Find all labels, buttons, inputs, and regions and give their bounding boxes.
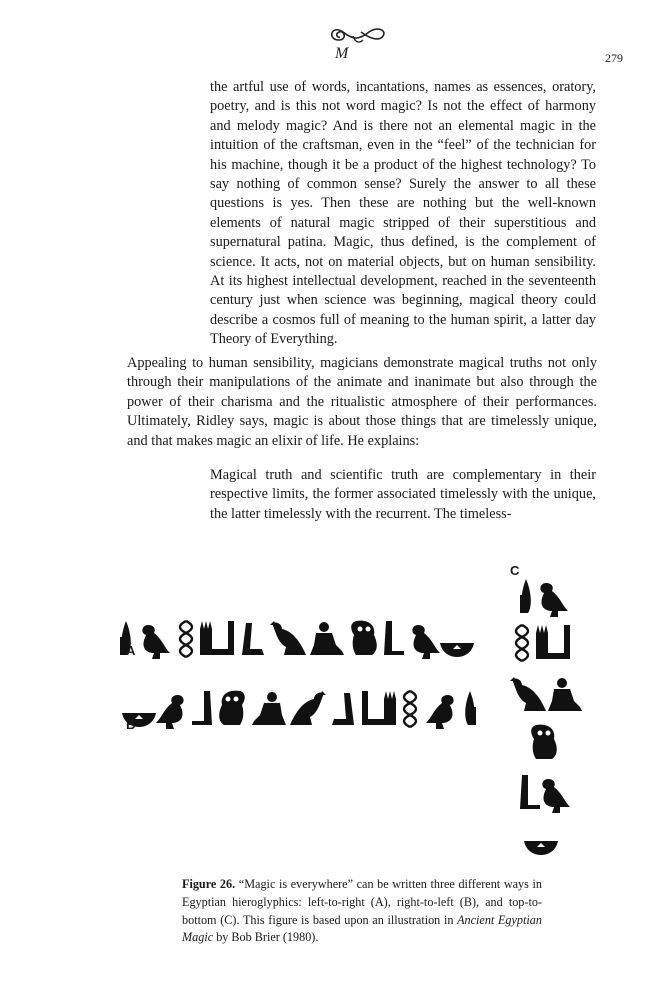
row-label-b: B — [126, 717, 136, 732]
hieroglyph-quail-chick — [542, 779, 570, 813]
hieroglyph-basket — [524, 841, 558, 855]
figure-caption-text-2: by Bob Brier (1980). — [213, 930, 319, 945]
hieroglyph-quail-chick — [412, 625, 440, 659]
hieroglyph-leg — [384, 621, 404, 655]
hieroglyph-legs — [242, 623, 264, 655]
hieroglyph-seated-man — [310, 622, 344, 655]
hieroglyph-arm — [362, 691, 396, 725]
hieroglyph-seated-man — [252, 692, 286, 725]
hieroglyph-arm — [536, 625, 570, 659]
hieroglyph-quail-chick — [540, 583, 568, 617]
hieroglyph-seated-man — [548, 678, 582, 711]
hieroglyph-owl — [531, 725, 557, 759]
hieroglyph-figure — [120, 555, 620, 885]
logo-swirl-icon — [332, 29, 384, 42]
hieroglyph-owl — [219, 691, 245, 725]
hieroglyph-column-c — [510, 579, 582, 855]
block-quote-2: Magical truth and scientific truth are complementary in their respective limits, the former associated timelessly with the unique, the latter timelessly with the recurrent. The timeless- — [210, 467, 596, 522]
hieroglyph-vulture — [510, 677, 546, 711]
hieroglyph-vulture — [290, 691, 326, 725]
hieroglyph-row-b — [122, 691, 476, 729]
hieroglyph-legs — [332, 693, 354, 725]
hieroglyph-quail-chick — [426, 695, 454, 729]
hieroglyph-illustration — [120, 555, 620, 875]
hieroglyph-leg — [520, 775, 540, 809]
hieroglyph-reed-leaf — [465, 691, 476, 725]
hieroglyph-quail-chick — [156, 695, 184, 729]
hieroglyph-row-a — [120, 621, 474, 659]
hieroglyph-twisted-flax — [404, 691, 416, 727]
figure-caption-text-1: “Magic is everywhere” can be written three different ways in Egyptian hieroglyphics: left-to-right (A), right-to-left (B), and top-to-bottom (C). This figure is based upon an illustration in — [182, 877, 542, 927]
page-number: 279 — [605, 51, 623, 65]
hieroglyph-twisted-flax — [180, 621, 192, 657]
hieroglyph-leg — [192, 691, 212, 725]
hieroglyph-arm — [200, 621, 234, 655]
block-quote-1: the artful use of words, incantations, names as essences, oratory, poetry, and is this not word magic? Is not the effect of harmony and melody magic? And is there not an elemental magic in the intuition of the craftsman, even in the “feel” of the technician for his machine, though it be a product of the highest technology? To say nothing of common sense? Surely the answer to all these questions is yes. Then these are nothing but the well-known elements of natural magic stripped of their superstitious and supernatural patina. Magic, thus defined, is the complement of science. It acts, not on material objects, but on human sensibility. At its highest intellectual development, reached in the seventeenth century just when science was beginning, magical theory could describe a cosmos full of meaning to the human spirit, a latter day Theory of Everything. — [210, 79, 596, 348]
hieroglyph-basket — [440, 643, 474, 657]
figure-caption-label: Figure 26. — [182, 877, 236, 891]
body-paragraph: Appealing to human sensibility, magicians demonstrate magical truths not only through their manipulations of the animate and inanimate but also through the power of their charisma and the ritualistic atmosphere of their performances. Ultimately, Ridley says, magic is about those things that are timelessly unique, and that makes magic an elixir of life. He explains: — [127, 355, 597, 449]
hieroglyph-vulture — [270, 621, 306, 655]
figure-caption-book-title: Ancient Egyptian Magic — [182, 912, 542, 945]
row-label-c: C — [510, 563, 520, 578]
figure-caption — [182, 876, 542, 947]
hieroglyph-quail-chick — [142, 625, 170, 659]
publisher-logo — [325, 18, 389, 62]
hieroglyph-twisted-flax — [516, 625, 528, 661]
hieroglyph-reed-leaf — [520, 579, 531, 613]
row-label-a: A — [126, 643, 136, 658]
logo-monogram-m: M — [335, 45, 349, 62]
hieroglyph-owl — [351, 621, 377, 655]
